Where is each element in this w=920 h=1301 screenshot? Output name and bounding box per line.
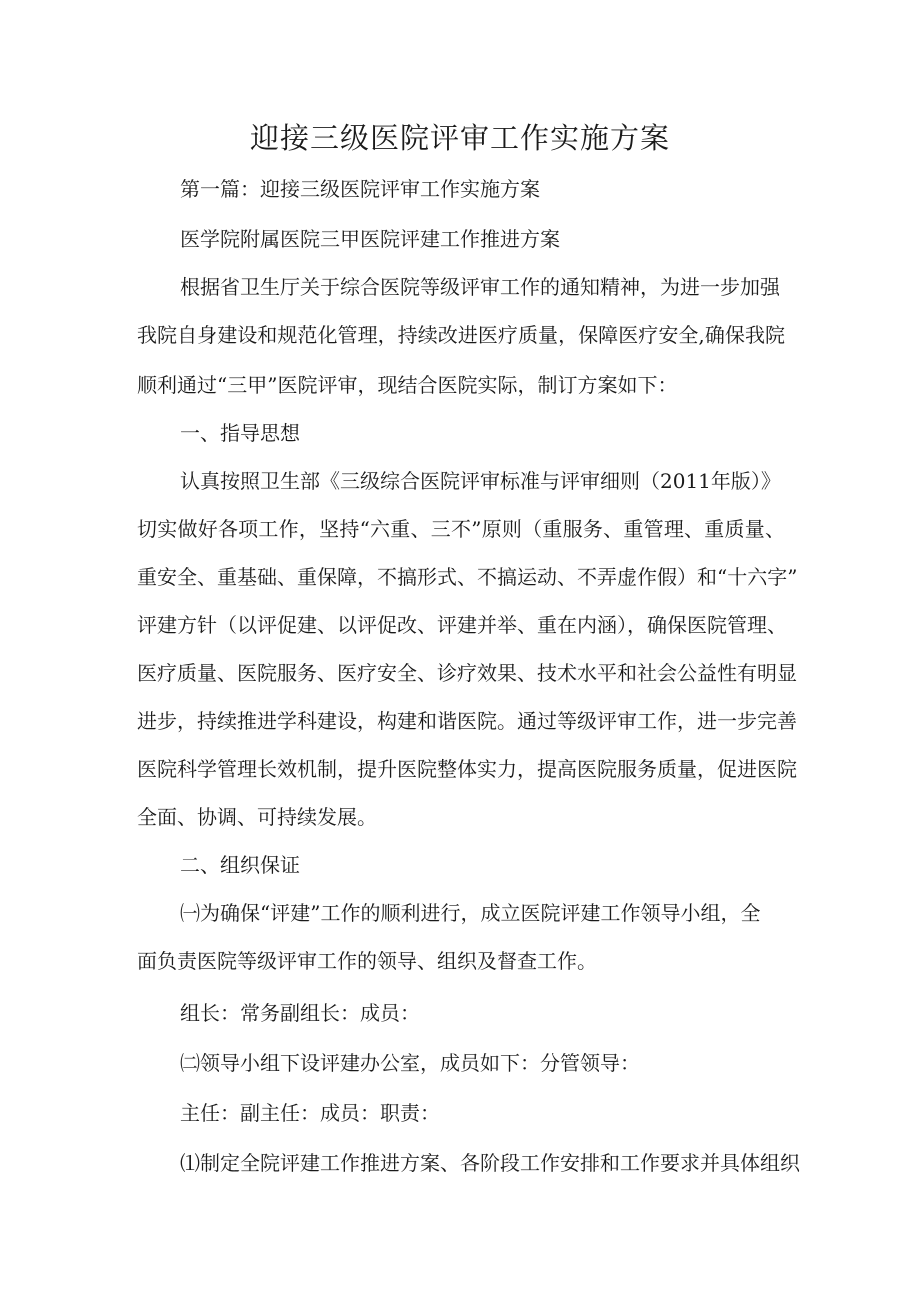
paragraph-line: 面负责医院等级评审工作的领导、组织及督查工作。	[137, 949, 597, 973]
paragraph-line: ⑴制定全院评建工作推进方案、各阶段工作安排和工作要求并具体组织	[180, 1151, 800, 1175]
paragraph-line: 主任：副主任：成员：职责：	[180, 1101, 440, 1125]
chapter-heading: 第一篇：迎接三级医院评审工作实施方案	[180, 177, 540, 201]
paragraph-line: 组长：常务副组长：成员：	[180, 1001, 420, 1025]
paragraph-line: 全面、协调、可持续发展。	[137, 805, 377, 829]
subtitle-line: 医学院附属医院三甲医院评建工作推进方案	[180, 227, 560, 251]
paragraph-line: 根据省卫生厅关于综合医院等级评审工作的通知精神，为进一步加强	[180, 275, 780, 299]
paragraph-line: ㈡领导小组下设评建办公室，成员如下：分管领导：	[180, 1051, 640, 1075]
paragraph-line: 我院自身建设和规范化管理，持续改进医疗质量，保障医疗安全,确保我院	[137, 323, 785, 347]
paragraph-line: 医疗质量、医院服务、医疗安全、诊疗效果、技术水平和社会公益性有明显	[137, 661, 797, 685]
paragraph-line: 评建方针（以评促建、以评促改、评建并举、重在内涵），确保医院管理、	[137, 613, 787, 637]
section-heading: 一、指导思想	[180, 421, 300, 445]
paragraph-line: 医院科学管理长效机制，提升医院整体实力，提高医院服务质量，促进医院	[137, 757, 797, 781]
paragraph-line: 顺利通过“三甲”医院评审，现结合医院实际，制订方案如下：	[137, 373, 678, 397]
paragraph-line: 切实做好各项工作，坚持“六重、三不”原则（重服务、重管理、重质量、	[137, 517, 785, 541]
document-title: 迎接三级医院评审工作实施方案	[249, 121, 670, 155]
section-heading: 二、组织保证	[180, 853, 300, 877]
paragraph-line: 重安全、重基础、重保障，不搞形式、不搞运动、不弄虚作假）和“十六字”	[137, 565, 798, 589]
paragraph-line: 认真按照卫生部《三级综合医院评审标准与评审细则（2011年版）》	[180, 469, 781, 493]
paragraph-line: 进步，持续推进学科建设，构建和谐医院。通过等级评审工作，进一步完善	[137, 709, 797, 733]
paragraph-line: ㈠为确保“评建”工作的顺利进行，成立医院评建工作领导小组，全	[180, 901, 761, 925]
